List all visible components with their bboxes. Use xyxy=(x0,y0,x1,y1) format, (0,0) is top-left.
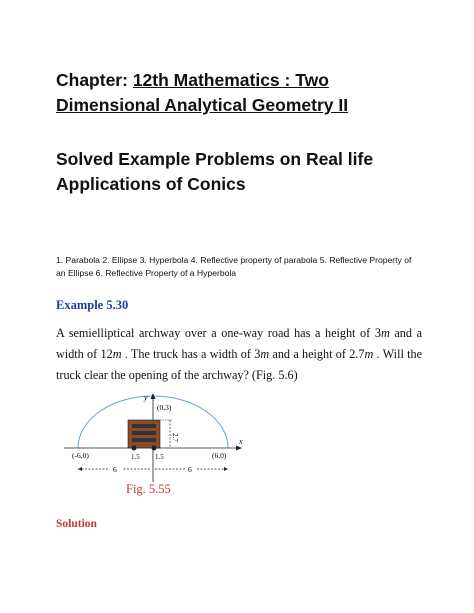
chapter-link-line1[interactable]: 12th Mathematics : Two xyxy=(132,70,329,90)
solution-heading: Solution xyxy=(56,518,97,530)
x-axis-arrow xyxy=(236,446,242,451)
y-axis-label: y xyxy=(144,393,148,402)
unit-m: m xyxy=(112,347,122,361)
topics-list xyxy=(56,254,428,280)
problem-text-part: . Will the truck clear the xyxy=(56,347,423,382)
truck-height-label: 2.7 xyxy=(171,433,179,442)
page-title-line2: Applications of Conics xyxy=(56,174,246,194)
problem-text-part: opening of the archway? (Fig. 5.6) xyxy=(128,368,298,382)
example-heading: Example 5.30 xyxy=(56,298,129,312)
topics-line1: 1. Parabola 2. Ellipse 3. Hyperbola 4. Reflective property of parabola 5. Reflective Property of xyxy=(56,255,412,265)
left-span-label: 6 xyxy=(113,465,117,474)
page-title-line1: Solved Example Problems on Real life xyxy=(56,149,374,169)
half-width-right-label: 1.5 xyxy=(155,453,164,461)
right-span-label: 6 xyxy=(188,465,192,474)
problem-text-part: A semielliptical archway over a one-way road has a height of 3 xyxy=(56,326,381,340)
chapter-link-line2[interactable]: Dimensional Analytical Geometry II xyxy=(56,95,349,115)
figure-caption: Fig. 5.55 xyxy=(126,482,171,496)
truck xyxy=(128,420,160,451)
problem-text-part: and a height of 2.7 xyxy=(269,347,365,361)
x-axis-label: x xyxy=(239,437,243,446)
unit-m: m xyxy=(260,347,270,361)
half-width-left-label: 1.5 xyxy=(131,453,140,461)
problem-text-part: and a width of xyxy=(56,326,422,361)
top-point-label: (0,3) xyxy=(157,403,172,412)
unit-m: m xyxy=(364,347,374,361)
chapter-prefix: Chapter: xyxy=(56,70,133,90)
left-point-label: (-6,0) xyxy=(72,451,89,460)
topics-line2: an Ellipse 6. Reflective Property of a Hyperbola xyxy=(56,268,237,278)
chapter-heading xyxy=(56,68,436,118)
page-title xyxy=(56,147,446,197)
right-point-label: (6,0) xyxy=(212,451,227,460)
problem-text-part: 12 xyxy=(100,347,113,361)
problem-text-part: . The truck has a width of 3 xyxy=(121,347,261,361)
unit-m: m xyxy=(380,326,390,340)
problem-text xyxy=(56,323,422,386)
